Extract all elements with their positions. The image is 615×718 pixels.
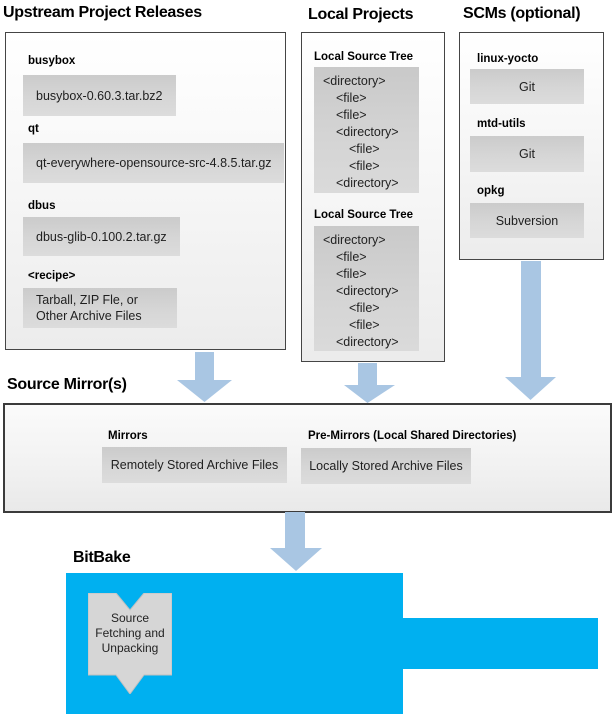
upstream-archive-box (23, 75, 176, 116)
arrow-down-icon (270, 512, 322, 571)
tree-line: <directory> (336, 284, 399, 298)
upstream-entry-label: busybox (28, 55, 76, 67)
scms-title: SCMs (optional) (463, 5, 581, 22)
scm-tool-name: Subversion (495, 213, 559, 228)
tree-line: <directory> (336, 176, 399, 190)
local-source-tree-label: Local Source Tree (314, 209, 414, 221)
upstream-title: Upstream Project Releases (3, 4, 202, 21)
upstream-archive-box (23, 288, 177, 328)
tree-line: <file> (336, 108, 367, 122)
source-mirrors-panel (3, 403, 612, 513)
upstream-archive-box (23, 217, 180, 256)
archive-file-name: busybox-0.60.3.tar.bz2 (36, 88, 163, 103)
task-line: Fetching and (95, 626, 165, 640)
local-source-tree-box (314, 67, 419, 193)
bitbake-title: BitBake (73, 549, 131, 566)
tree-line: <directory> (323, 74, 386, 88)
source-fetch-task (88, 611, 172, 656)
upstream-entry-label: dbus (28, 200, 56, 212)
archive-file-name: Tarball, ZIP Fle, or (36, 293, 138, 307)
pre-mirrors-label: Pre-Mirrors (Local Shared Directories) (308, 430, 517, 442)
tree-line: <directory> (323, 233, 386, 247)
source-mirrors-title: Source Mirror(s) (7, 376, 127, 393)
archive-file-name: qt-everywhere-opensource-src-4.8.5.tar.gz (36, 156, 272, 170)
scm-tool-box (470, 136, 584, 172)
upstream-panel (5, 32, 286, 350)
tree-line: <file> (336, 91, 367, 105)
arrow-down-icon (177, 352, 232, 402)
arrow-down-icon (505, 261, 556, 400)
scm-entry-label: mtd-utils (477, 118, 526, 130)
mirrors-box-text: Remotely Stored Archive Files (110, 458, 279, 472)
tree-line: <file> (336, 267, 367, 281)
scms-panel (459, 32, 604, 260)
pre-mirrors-box-text: Locally Stored Archive Files (309, 459, 463, 473)
scm-entry-label: opkg (477, 185, 505, 197)
archive-file-name: dbus-glib-0.100.2.tar.gz (36, 229, 167, 244)
mirrors-box (102, 447, 287, 483)
tree-line: <file> (349, 159, 380, 173)
local-projects-title: Local Projects (308, 6, 414, 23)
local-projects-panel (301, 32, 445, 362)
archive-file-name: Other Archive Files (36, 309, 142, 323)
tree-line: <file> (336, 250, 367, 264)
tree-line: <directory> (336, 125, 399, 139)
scm-entry-label: linux-yocto (477, 53, 539, 65)
pre-mirrors-box (301, 448, 471, 484)
upstream-archive-box (23, 143, 284, 183)
tree-line: <file> (349, 318, 380, 332)
scm-tool-name: Git (519, 147, 535, 161)
upstream-entry-label: <recipe> (28, 270, 76, 282)
upstream-entry-label: qt (28, 123, 39, 135)
local-source-tree-box (314, 226, 419, 351)
arrow-down-icon (344, 363, 395, 403)
scm-tool-box (470, 69, 584, 104)
bitbake-output-arm (400, 618, 598, 669)
tree-line: <file> (349, 142, 380, 156)
local-source-tree-label: Local Source Tree (314, 51, 414, 63)
tree-line: <directory> (336, 335, 399, 349)
task-line: Source (110, 611, 150, 625)
scm-tool-name: Git (519, 79, 535, 94)
scm-tool-box (470, 203, 584, 238)
mirrors-label: Mirrors (108, 430, 148, 442)
tree-line: <file> (349, 301, 380, 315)
task-line: Unpacking (101, 641, 159, 655)
